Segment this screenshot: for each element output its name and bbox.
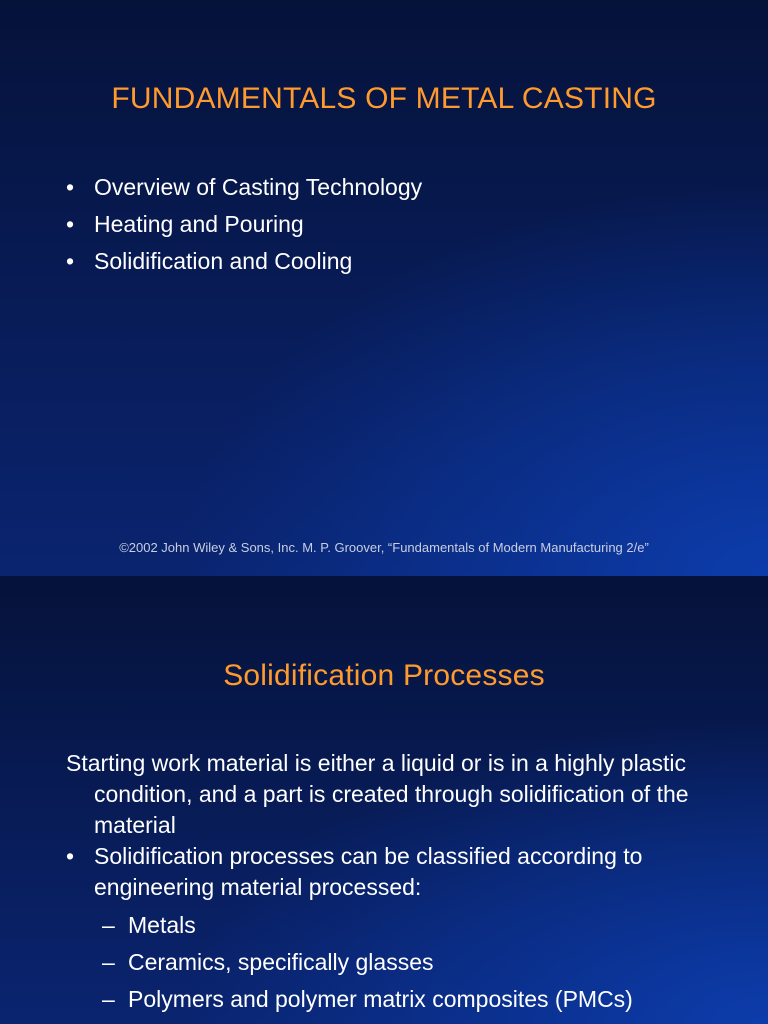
list-item <box>102 907 706 944</box>
list-item-text: Overview of Casting Technology <box>94 174 423 200</box>
copyright-footer: ©2002 John Wiley & Sons, Inc. M. P. Groover, “Fundamentals of Modern Manufacturing 2/e” <box>119 540 649 555</box>
bullet-icon: • <box>66 843 75 869</box>
list-item-text: Metals <box>128 912 196 938</box>
list-item <box>102 981 706 1018</box>
bullet-icon: • <box>66 174 75 200</box>
dash-icon: – <box>102 986 115 1012</box>
slide-2-title: Solidification Processes <box>223 659 545 692</box>
list-item-text: Ceramics, specifically glasses <box>128 949 434 975</box>
dash-icon: – <box>102 912 115 938</box>
slide-1-title: FUNDAMENTALS OF METAL CASTING <box>111 82 657 115</box>
list-item <box>102 944 706 981</box>
material-sub-list <box>66 907 706 1018</box>
dash-icon: – <box>102 949 115 975</box>
classification-bullet-text: Solidification processes can be classified according to engineering material processed: <box>94 843 643 900</box>
bullet-icon: • <box>66 211 75 237</box>
bullet-icon: • <box>66 248 75 274</box>
slide-2 <box>0 576 768 1024</box>
slide-1-bullet-list <box>66 172 422 283</box>
classification-bullet <box>66 841 706 903</box>
list-item-text: Heating and Pouring <box>94 211 304 237</box>
list-item-text: Polymers and polymer matrix composites (PMCs) <box>128 986 633 1012</box>
list-item <box>66 246 422 283</box>
slide-2-body <box>66 748 706 1018</box>
intro-paragraph: Starting work material is either a liquid or is in a highly plastic condition, and a part is created through solidification of the material <box>66 750 689 838</box>
list-item <box>66 209 422 246</box>
list-item <box>66 172 422 209</box>
list-item-text: Solidification and Cooling <box>94 248 353 274</box>
